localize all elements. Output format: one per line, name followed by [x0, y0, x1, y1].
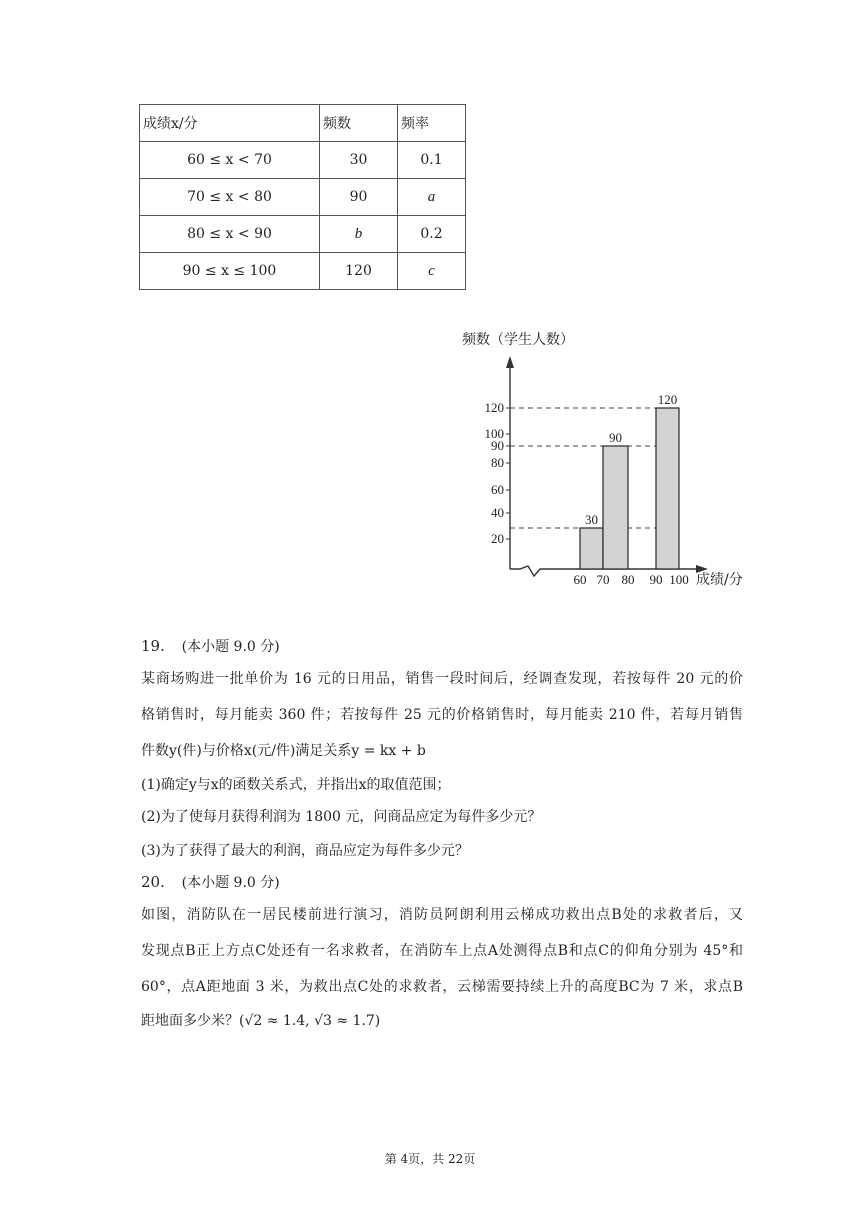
- page-footer: 第 4页，共 22页: [384, 1152, 476, 1166]
- question-19-line: 某商场购进一批单价为 16 元的日用品，销售一段时间后，经调查发现，若按每件 20 元的价: [141, 671, 743, 687]
- x-tick-label: 70: [596, 572, 610, 587]
- guide-lines: [510, 408, 679, 528]
- question-points: (本小题 9.0 分): [181, 639, 280, 655]
- table-row: [140, 216, 466, 253]
- y-tick-label: 60: [491, 482, 504, 497]
- y-axis-label: 频数（学生人数）: [462, 332, 574, 348]
- histogram-bar: [603, 446, 628, 569]
- question-20-line: 距地面多少米？(√2 ≈ 1.4, √3 ≈ 1.7): [141, 1013, 381, 1029]
- y-tick-labels: [485, 400, 505, 546]
- table-header-cell: 成绩x/分: [140, 105, 320, 142]
- table-cell: 0.1: [398, 142, 466, 179]
- table-cell: 70 ≤ x < 80: [140, 179, 320, 216]
- y-tick-label: 120: [484, 400, 504, 415]
- table-header-cell: 频率: [398, 105, 466, 142]
- table-cell: 80 ≤ x < 90: [140, 216, 320, 253]
- table-cell: 60 ≤ x < 70: [140, 142, 320, 179]
- question-20-line: 如图，消防队在一居民楼前进行演习，消防员阿朗利用云梯成功救出点B处的求救者后，又: [141, 907, 743, 923]
- question-19-line: (2)为了使每月获得利润为 1800 元，问商品应定为每件多少元？: [141, 809, 542, 825]
- histogram-bar: [656, 408, 679, 569]
- frequency-table: [139, 104, 466, 290]
- question-number: 20.: [141, 873, 165, 891]
- table-header-cell: 频数: [320, 105, 398, 142]
- table-cell: a: [398, 179, 466, 216]
- question-20-line: 发现点B正上方点C处还有一名求救者，在消防车上点A处测得点B和点C的仰角分别为 45°和: [141, 943, 743, 959]
- table-cell: b: [320, 216, 398, 253]
- question-19-line: (3)为了获得了最大的利润，商品应定为每件多少元？: [141, 843, 469, 859]
- bar-value-label: 30: [585, 512, 598, 527]
- table-cell: 90: [320, 179, 398, 216]
- table-row: [140, 179, 466, 216]
- table-row: [140, 253, 466, 290]
- y-tick-label: 80: [491, 455, 504, 470]
- question-20-line: 60°，点A距地面 3 米，为救出点C处的求救者，云梯需要持续上升的高度BC为 7 米，求点B: [141, 979, 743, 995]
- y-tick-label: 90: [491, 438, 504, 453]
- table-row: [140, 142, 466, 179]
- y-axis-arrow: [506, 356, 514, 368]
- table-header-row: [140, 105, 466, 142]
- table-cell: c: [398, 253, 466, 290]
- question-20-header: [141, 872, 280, 892]
- bars: [580, 392, 679, 569]
- bar-value-label: 120: [657, 392, 678, 407]
- x-tick-labels: [574, 572, 689, 587]
- bar-value-label: 90: [609, 430, 622, 445]
- frequency-histogram: [450, 322, 750, 597]
- y-tick-label: 40: [491, 505, 504, 520]
- y-tick-label: 100: [484, 426, 504, 441]
- x-axis-label: 成绩/分: [696, 572, 743, 588]
- x-tick-label: 100: [669, 572, 689, 587]
- table-cell: 90 ≤ x ≤ 100: [140, 253, 320, 290]
- x-tick-label: 90: [649, 572, 663, 587]
- table-cell: 120: [320, 253, 398, 290]
- question-points: (本小题 9.0 分): [181, 875, 280, 891]
- y-tick-label: 20: [491, 531, 504, 546]
- question-19-line: (1)确定y与x的函数关系式，并指出x的取值范围；: [141, 777, 451, 793]
- histogram-bar: [580, 528, 603, 569]
- question-number: 19.: [141, 637, 165, 655]
- x-tick-label: 60: [573, 572, 587, 587]
- question-19-line: 格销售时，每月能卖 360 件；若按每件 25 元的价格销售时，每月能卖 210 件，若每月销售: [141, 707, 743, 723]
- x-tick-label: 80: [621, 572, 635, 587]
- table-cell: 0.2: [398, 216, 466, 253]
- question-19-header: [141, 636, 280, 656]
- question-19-line: 件数y(件)与价格x(元/件)满足关系y = kx + b: [141, 743, 426, 759]
- table-cell: 30: [320, 142, 398, 179]
